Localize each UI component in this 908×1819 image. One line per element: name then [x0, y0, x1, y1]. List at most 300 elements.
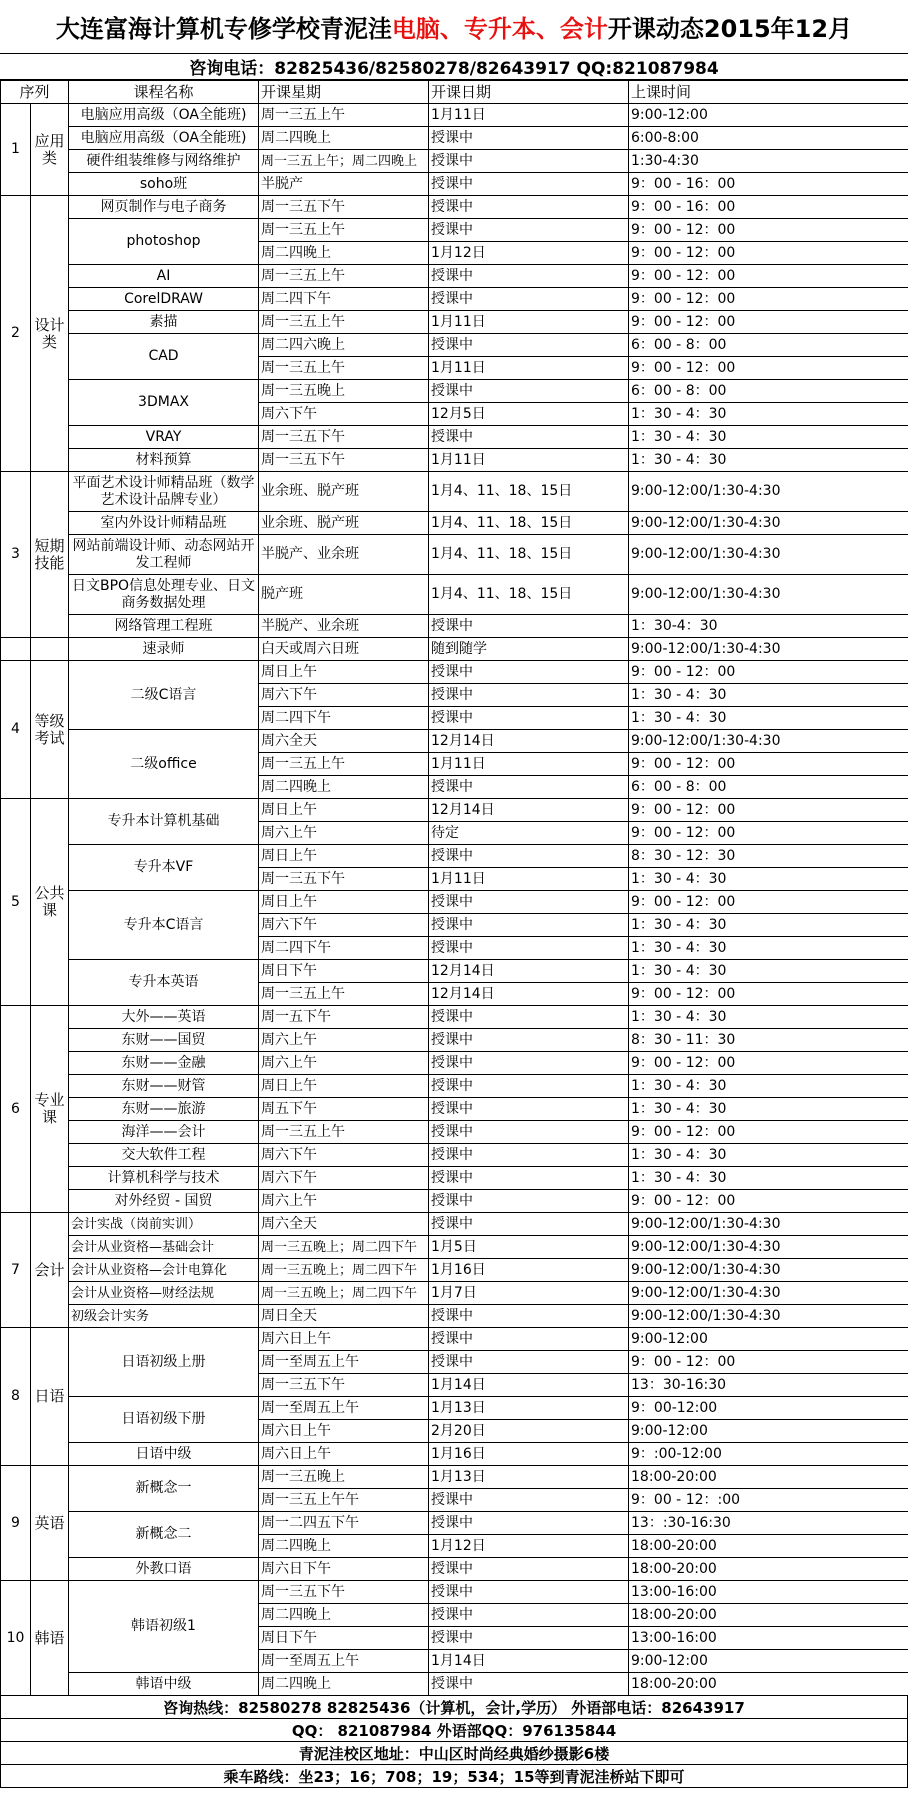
- weekday: 周二四下午: [259, 707, 429, 730]
- weekday: 周一二四五下午: [259, 1512, 429, 1535]
- table-row: [1, 380, 908, 403]
- header-cell: 开课日期: [429, 81, 629, 104]
- header-cell: 开课星期: [259, 81, 429, 104]
- start-date: 1月4、11、18、15日: [429, 575, 629, 615]
- weekday: 周日上午: [259, 845, 429, 868]
- class-time: 9:00-12:00/1:30-4:30: [629, 1259, 908, 1282]
- start-date: 授课中: [429, 196, 629, 219]
- weekday: 业余班、脱产班: [259, 472, 429, 512]
- start-date: 12月14日: [429, 730, 629, 753]
- course-name: 大外——英语: [69, 1006, 259, 1029]
- class-time: 9:00-12:00/1:30-4:30: [629, 512, 908, 535]
- class-time: 1：30 - 4：30: [629, 1167, 908, 1190]
- course-name: 室内外设计师精品班: [69, 512, 259, 535]
- course-name: 东财——旅游: [69, 1098, 259, 1121]
- weekday: 周二四晚上: [259, 127, 429, 150]
- start-date: 1月4、11、18、15日: [429, 535, 629, 575]
- course-name: 对外经贸 - 国贸: [69, 1190, 259, 1213]
- table-row: [1, 1466, 908, 1489]
- class-time: 1：30 - 4：30: [629, 914, 908, 937]
- weekday: 周二四晚上: [259, 1673, 429, 1696]
- class-time: 9：00 - 12：00: [629, 983, 908, 1006]
- title-highlight: 电脑、专升本、会计: [391, 15, 608, 43]
- start-date: 授课中: [429, 615, 629, 638]
- header-row: [1, 81, 908, 104]
- section-category: 短期技能: [31, 472, 69, 638]
- class-time: 13：30-16:30: [629, 1374, 908, 1397]
- class-time: 9：00 - 12：00: [629, 242, 908, 265]
- course-name: 新概念二: [69, 1512, 259, 1558]
- course-name: 会计从业资格—基础会计: [69, 1236, 259, 1259]
- class-time: 9：00 - 12：00: [629, 822, 908, 845]
- table-row: [1, 1167, 908, 1190]
- table-row: [1, 426, 908, 449]
- section-category: 等级考试: [31, 661, 69, 799]
- start-date: 1月11日: [429, 357, 629, 380]
- course-name: 网络管理工程班: [69, 615, 259, 638]
- weekday: 周六下午: [259, 1144, 429, 1167]
- start-date: 授课中: [429, 426, 629, 449]
- start-date: 1月14日: [429, 1650, 629, 1673]
- title-suffix: 开课动态2015年12月: [607, 15, 853, 43]
- weekday: 周六下午: [259, 914, 429, 937]
- class-time: 9:00-12:00/1:30-4:30: [629, 535, 908, 575]
- weekday: 周二四晚上: [259, 242, 429, 265]
- start-date: 1月5日: [429, 1236, 629, 1259]
- class-time: 9:00-12:00/1:30-4:30: [629, 638, 908, 661]
- start-date: 1月16日: [429, 1443, 629, 1466]
- section-category: 应用类: [31, 104, 69, 196]
- course-name: CAD: [69, 334, 259, 380]
- table-row: [1, 891, 908, 914]
- course-name: 速录师: [69, 638, 259, 661]
- table-row: [1, 1236, 908, 1259]
- class-time: 1：30 - 4：30: [629, 684, 908, 707]
- start-date: 12月14日: [429, 983, 629, 1006]
- weekday: 半脱产、业余班: [259, 615, 429, 638]
- class-time: 18:00-20:00: [629, 1673, 908, 1696]
- start-date: 授课中: [429, 1351, 629, 1374]
- weekday: 周日上午: [259, 891, 429, 914]
- start-date: 授课中: [429, 1213, 629, 1236]
- weekday: 周二四晚上: [259, 1604, 429, 1627]
- class-time: 9:00-12:00: [629, 104, 908, 127]
- header-cell: 课程名称: [69, 81, 259, 104]
- course-name: 外教口语: [69, 1558, 259, 1581]
- start-date: 1月11日: [429, 104, 629, 127]
- weekday: 周一三五上午: [259, 1121, 429, 1144]
- section-number: 2: [1, 196, 31, 472]
- table-row: [1, 334, 908, 357]
- start-date: 1月11日: [429, 311, 629, 334]
- section-number: 10: [1, 1581, 31, 1696]
- weekday: 周日下午: [259, 1627, 429, 1650]
- weekday: 周一三五上午: [259, 311, 429, 334]
- table-row: [1, 1052, 908, 1075]
- course-name: 材料预算: [69, 449, 259, 472]
- course-name: 日语中级: [69, 1443, 259, 1466]
- table-row: [1, 1190, 908, 1213]
- weekday: 周一三五下午: [259, 1581, 429, 1604]
- table-row: [1, 196, 908, 219]
- table-row: [1, 127, 908, 150]
- course-name: 平面艺术设计师精品班（数学艺术设计品牌专业）: [69, 472, 259, 512]
- class-time: 9：00-12:00: [629, 1397, 908, 1420]
- start-date: 1月4、11、18、15日: [429, 512, 629, 535]
- weekday: 周一三五晚上: [259, 380, 429, 403]
- course-name: 网站前端设计师、动态网站开发工程师: [69, 535, 259, 575]
- class-time: 9:00-12:00/1:30-4:30: [629, 1282, 908, 1305]
- start-date: 授课中: [429, 845, 629, 868]
- section-number: [1, 638, 31, 661]
- start-date: 授课中: [429, 1167, 629, 1190]
- table-row: [1, 730, 908, 753]
- schedule-body: [1, 104, 908, 1696]
- class-time: 8：30 - 11：30: [629, 1029, 908, 1052]
- weekday: 周一三五下午: [259, 449, 429, 472]
- course-name: 硬件组装维修与网络维护: [69, 150, 259, 173]
- weekday: 周一三五下午: [259, 1374, 429, 1397]
- class-time: 9：00 - 12：00: [629, 1190, 908, 1213]
- start-date: 1月4、11、18、15日: [429, 472, 629, 512]
- class-time: 1：30 - 4：30: [629, 426, 908, 449]
- start-date: 1月11日: [429, 449, 629, 472]
- section-number: 3: [1, 472, 31, 638]
- class-time: 9：00 - 12：00: [629, 799, 908, 822]
- start-date: 1月11日: [429, 753, 629, 776]
- table-row: [1, 1328, 908, 1351]
- table-row: [1, 1443, 908, 1466]
- start-date: 1月13日: [429, 1397, 629, 1420]
- table-row: [1, 1397, 908, 1420]
- table-row: [1, 615, 908, 638]
- weekday: 周日上午: [259, 1075, 429, 1098]
- weekday: 周一三五上午: [259, 265, 429, 288]
- table-row: [1, 311, 908, 334]
- start-date: 1月12日: [429, 1535, 629, 1558]
- start-date: 授课中: [429, 1190, 629, 1213]
- start-date: 12月14日: [429, 799, 629, 822]
- class-time: 6：00 - 8：00: [629, 776, 908, 799]
- table-row: [1, 1213, 908, 1236]
- table-row: [1, 219, 908, 242]
- section-number: 4: [1, 661, 31, 799]
- start-date: 授课中: [429, 707, 629, 730]
- table-row: [1, 173, 908, 196]
- class-time: 9:00-12:00/1:30-4:30: [629, 575, 908, 615]
- start-date: 2月20日: [429, 1420, 629, 1443]
- table-row: [1, 1006, 908, 1029]
- start-date: 授课中: [429, 127, 629, 150]
- weekday: 周一至周五上午: [259, 1351, 429, 1374]
- class-time: 1：30 - 4：30: [629, 937, 908, 960]
- start-date: 授课中: [429, 334, 629, 357]
- weekday: 周六上午: [259, 1029, 429, 1052]
- class-time: 6:00-8:00: [629, 127, 908, 150]
- start-date: 1月13日: [429, 1466, 629, 1489]
- class-time: 18:00-20:00: [629, 1535, 908, 1558]
- class-time: 9：00 - 12：00: [629, 265, 908, 288]
- weekday: 周一三五上午: [259, 104, 429, 127]
- class-time: 1：30 - 4：30: [629, 449, 908, 472]
- weekday: 周六日下午: [259, 1558, 429, 1581]
- weekday: 周一三五晚上；周二四下午: [259, 1282, 429, 1305]
- course-name: 日文BPO信息处理专业、日文商务数据处理: [69, 575, 259, 615]
- table-row: [1, 1282, 908, 1305]
- table-row: [1, 1558, 908, 1581]
- table-row: [1, 150, 908, 173]
- course-name: 东财——金融: [69, 1052, 259, 1075]
- weekday: 周一三五上午: [259, 357, 429, 380]
- class-time: 9：00 - 12：00: [629, 311, 908, 334]
- course-name: CorelDRAW: [69, 288, 259, 311]
- start-date: 授课中: [429, 776, 629, 799]
- class-time: 1：30 - 4：30: [629, 1075, 908, 1098]
- course-name: 初级会计实务: [69, 1305, 259, 1328]
- course-name: 网页制作与电子商务: [69, 196, 259, 219]
- table-row: [1, 535, 908, 575]
- start-date: 授课中: [429, 150, 629, 173]
- section-category: 专业课: [31, 1006, 69, 1213]
- table-row: [1, 960, 908, 983]
- weekday: 周一三五晚上: [259, 1466, 429, 1489]
- weekday: 半脱产: [259, 173, 429, 196]
- footer-hotline: 咨询热线：82580278 82825436（计算机，会计,学历） 外语部电话：82643917: [0, 1696, 908, 1719]
- weekday: 周二四晚上: [259, 1535, 429, 1558]
- class-time: 1：30-4：30: [629, 615, 908, 638]
- start-date: 1月14日: [429, 1374, 629, 1397]
- course-name: 专升本VF: [69, 845, 259, 891]
- schedule-table: [0, 80, 908, 1696]
- weekday: 周一五下午: [259, 1006, 429, 1029]
- table-row: [1, 845, 908, 868]
- class-time: 18:00-20:00: [629, 1558, 908, 1581]
- table-row: [1, 575, 908, 615]
- section-category: 公共课: [31, 799, 69, 1006]
- class-time: 9:00-12:00: [629, 1328, 908, 1351]
- header-cell: 序列: [1, 81, 69, 104]
- section-number: 5: [1, 799, 31, 1006]
- class-time: 9:00-12:00/1:30-4:30: [629, 730, 908, 753]
- weekday: 周六日上午: [259, 1420, 429, 1443]
- weekday: 周六全天: [259, 1213, 429, 1236]
- section-number: 9: [1, 1466, 31, 1581]
- class-time: 13:00-16:00: [629, 1581, 908, 1604]
- weekday: 周日全天: [259, 1305, 429, 1328]
- table-row: [1, 1144, 908, 1167]
- course-name: VRAY: [69, 426, 259, 449]
- start-date: 授课中: [429, 1489, 629, 1512]
- start-date: 授课中: [429, 1144, 629, 1167]
- class-time: 9：:00-12:00: [629, 1443, 908, 1466]
- course-name: 电脑应用高级（OA全能班): [69, 104, 259, 127]
- course-name: 韩语中级: [69, 1673, 259, 1696]
- class-time: 18:00-20:00: [629, 1604, 908, 1627]
- class-time: 1：30 - 4：30: [629, 403, 908, 426]
- start-date: 12月14日: [429, 960, 629, 983]
- weekday: 周六上午: [259, 1052, 429, 1075]
- footer-bus-route: 乘车路线：坐23；16；708；19；534；15等到青泥洼桥站下即可: [0, 1765, 908, 1788]
- start-date: 授课中: [429, 1604, 629, 1627]
- weekday: 周一三五上午；周二四晚上: [259, 150, 429, 173]
- course-name: 电脑应用高级（OA全能班): [69, 127, 259, 150]
- weekday: 周一三五晚上；周二四下午: [259, 1259, 429, 1282]
- start-date: 授课中: [429, 1029, 629, 1052]
- weekday: 周日上午: [259, 661, 429, 684]
- class-time: 9:00-12:00/1:30-4:30: [629, 472, 908, 512]
- section-number: 8: [1, 1328, 31, 1466]
- course-name: 专升本C语言: [69, 891, 259, 960]
- table-row: [1, 1512, 908, 1535]
- start-date: 授课中: [429, 1581, 629, 1604]
- weekday: 周一三五上午: [259, 219, 429, 242]
- start-date: 授课中: [429, 219, 629, 242]
- table-row: [1, 1098, 908, 1121]
- weekday: 周二四下午: [259, 937, 429, 960]
- section-number: 1: [1, 104, 31, 196]
- start-date: 1月11日: [429, 868, 629, 891]
- weekday: 周一三五下午: [259, 868, 429, 891]
- class-time: 6：00 - 8：00: [629, 334, 908, 357]
- class-time: 1：30 - 4：30: [629, 707, 908, 730]
- course-name: 日语初级上册: [69, 1328, 259, 1397]
- class-time: 9:00-12:00: [629, 1420, 908, 1443]
- class-time: 13：:30-16:30: [629, 1512, 908, 1535]
- weekday: 周一三五上午午: [259, 1489, 429, 1512]
- course-name: 海洋——会计: [69, 1121, 259, 1144]
- class-time: 9：00 - 12：00: [629, 661, 908, 684]
- table-row: [1, 104, 908, 127]
- header-cell: 上课时间: [629, 81, 908, 104]
- section-category: [31, 638, 69, 661]
- start-date: 1月12日: [429, 242, 629, 265]
- start-date: 授课中: [429, 1627, 629, 1650]
- course-name: photoshop: [69, 219, 259, 265]
- weekday: 周一三五下午: [259, 426, 429, 449]
- course-name: 会计从业资格—财经法规: [69, 1282, 259, 1305]
- class-time: 9：00 - 16：00: [629, 173, 908, 196]
- start-date: 授课中: [429, 1328, 629, 1351]
- start-date: 授课中: [429, 1098, 629, 1121]
- start-date: 授课中: [429, 1305, 629, 1328]
- weekday: 周二四下午: [259, 288, 429, 311]
- start-date: 待定: [429, 822, 629, 845]
- contact-line: 咨询电话：82825436/82580278/82643917 QQ:821087984: [0, 54, 908, 80]
- class-time: 9:00-12:00/1:30-4:30: [629, 1213, 908, 1236]
- course-name: 二级office: [69, 730, 259, 799]
- table-row: [1, 512, 908, 535]
- weekday: 周六上午: [259, 822, 429, 845]
- weekday: 周一三五晚上；周二四下午: [259, 1236, 429, 1259]
- class-time: 1：30 - 4：30: [629, 1098, 908, 1121]
- start-date: 授课中: [429, 1121, 629, 1144]
- weekday: 周六下午: [259, 403, 429, 426]
- start-date: 授课中: [429, 661, 629, 684]
- start-date: 授课中: [429, 1075, 629, 1098]
- section-category: 设计类: [31, 196, 69, 472]
- start-date: 授课中: [429, 1673, 629, 1696]
- course-name: 专升本计算机基础: [69, 799, 259, 845]
- class-time: 6：00 - 8：00: [629, 380, 908, 403]
- class-time: 1：30 - 4：30: [629, 960, 908, 983]
- course-name: 二级C语言: [69, 661, 259, 730]
- class-time: 1:30-4:30: [629, 150, 908, 173]
- course-name: 日语初级下册: [69, 1397, 259, 1443]
- weekday: 周一三五下午: [259, 196, 429, 219]
- footer: [0, 1696, 908, 1788]
- section-number: 7: [1, 1213, 31, 1328]
- footer-qq: QQ： 821087984 外语部QQ：976135844: [0, 1719, 908, 1742]
- class-time: 9:00-12:00/1:30-4:30: [629, 1305, 908, 1328]
- table-row: [1, 661, 908, 684]
- table-row: [1, 472, 908, 512]
- table-row: [1, 288, 908, 311]
- start-date: 授课中: [429, 891, 629, 914]
- course-name: 计算机科学与技术: [69, 1167, 259, 1190]
- start-date: 授课中: [429, 173, 629, 196]
- table-row: [1, 1305, 908, 1328]
- table-row: [1, 638, 908, 661]
- section-category: 会计: [31, 1213, 69, 1328]
- class-time: 13:00-16:00: [629, 1627, 908, 1650]
- table-row: [1, 1581, 908, 1604]
- course-name: 专升本英语: [69, 960, 259, 1006]
- start-date: 授课中: [429, 684, 629, 707]
- class-time: 9:00-12:00/1:30-4:30: [629, 1236, 908, 1259]
- weekday: 脱产班: [259, 575, 429, 615]
- course-name: soho班: [69, 173, 259, 196]
- table-row: [1, 1121, 908, 1144]
- weekday: 周六全天: [259, 730, 429, 753]
- start-date: 授课中: [429, 1006, 629, 1029]
- start-date: 授课中: [429, 288, 629, 311]
- course-name: 韩语初级1: [69, 1581, 259, 1673]
- section-category: 英语: [31, 1466, 69, 1581]
- class-time: 9：00 - 12：00: [629, 219, 908, 242]
- class-time: 9：00 - 12：00: [629, 288, 908, 311]
- course-name: 交大软件工程: [69, 1144, 259, 1167]
- start-date: 1月7日: [429, 1282, 629, 1305]
- weekday: 周一三五上午: [259, 983, 429, 1006]
- class-time: 18:00-20:00: [629, 1466, 908, 1489]
- table-row: [1, 1673, 908, 1696]
- table-row: [1, 799, 908, 822]
- class-time: 9：00 - 12：00: [629, 1052, 908, 1075]
- weekday: 周二四六晚上: [259, 334, 429, 357]
- weekday: 周日下午: [259, 960, 429, 983]
- start-date: 授课中: [429, 937, 629, 960]
- course-name: 东财——财管: [69, 1075, 259, 1098]
- start-date: 授课中: [429, 1512, 629, 1535]
- course-name: 会计从业资格—会计电算化: [69, 1259, 259, 1282]
- weekday: 周五下午: [259, 1098, 429, 1121]
- start-date: 授课中: [429, 914, 629, 937]
- weekday: 周日上午: [259, 799, 429, 822]
- section-number: 6: [1, 1006, 31, 1213]
- page-title: [0, 0, 908, 54]
- weekday: 半脱产、业余班: [259, 535, 429, 575]
- class-time: 1：30 - 4：30: [629, 1006, 908, 1029]
- weekday: 业余班、脱产班: [259, 512, 429, 535]
- course-name: AI: [69, 265, 259, 288]
- table-row: [1, 1259, 908, 1282]
- class-time: 9:00-12:00: [629, 1650, 908, 1673]
- class-time: 8：30 - 12：30: [629, 845, 908, 868]
- start-date: 12月5日: [429, 403, 629, 426]
- start-date: 随到随学: [429, 638, 629, 661]
- class-time: 9：00 - 12：00: [629, 1121, 908, 1144]
- table-row: [1, 1075, 908, 1098]
